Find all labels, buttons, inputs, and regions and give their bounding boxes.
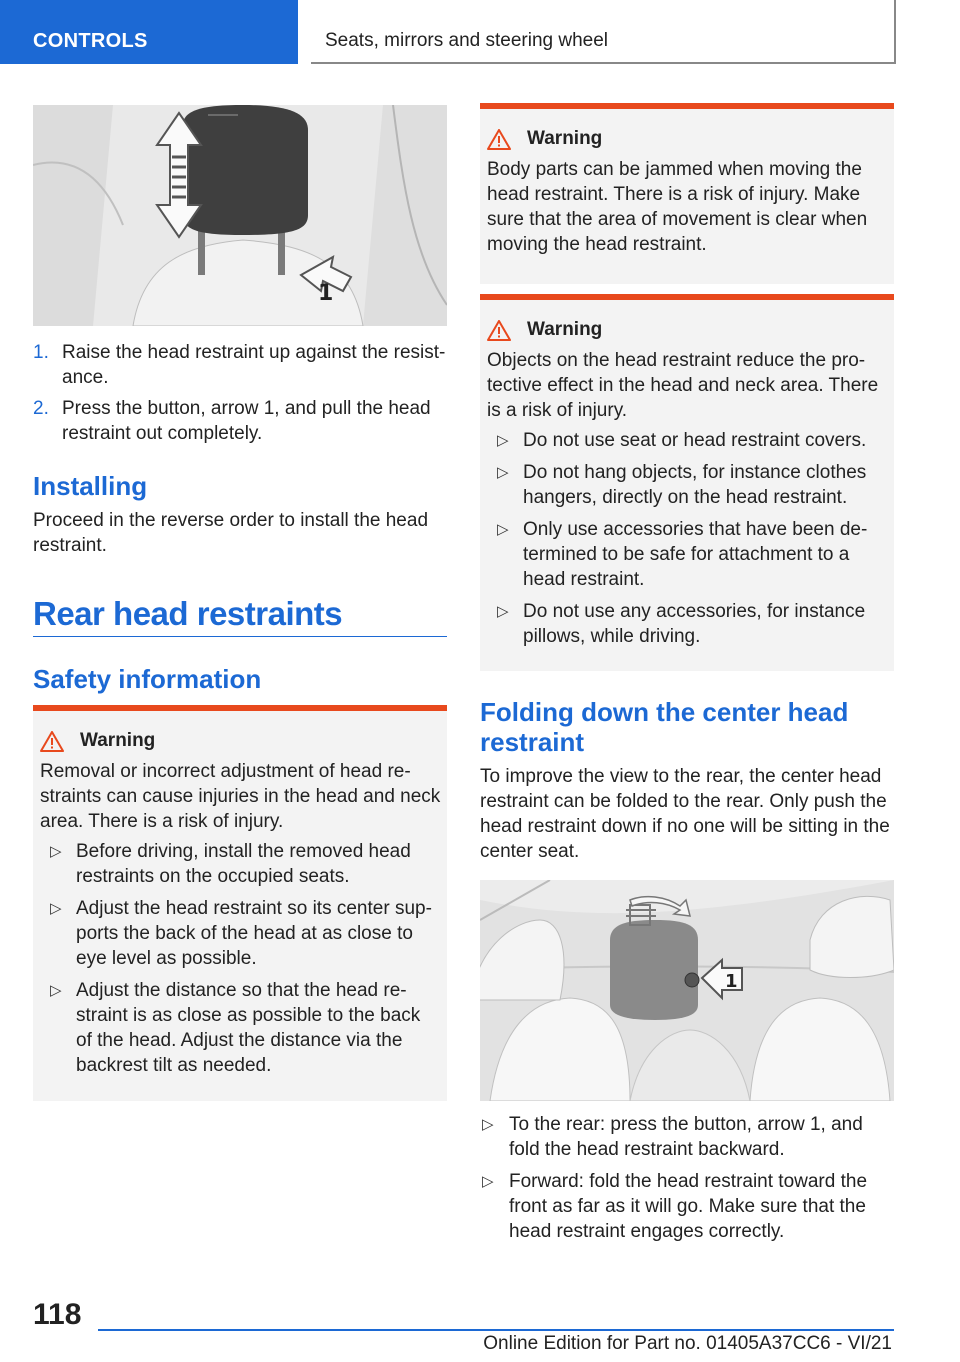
bullet-text: Adjust the head restraint so its center sup-ports the back of the head at as close to eye level as possible.	[76, 898, 432, 969]
warning-title: Warning	[527, 319, 603, 340]
list-item	[33, 340, 447, 390]
step-text: Raise the head restraint up against the resist- ance.	[62, 342, 446, 388]
list-item	[480, 1112, 894, 1162]
list-item	[40, 839, 441, 889]
figure2-callout: 1	[725, 971, 738, 992]
step-number: 1.	[33, 342, 49, 363]
bullet-triangle-icon: ▷	[50, 982, 62, 999]
bullet-triangle-icon: ▷	[497, 603, 509, 620]
bullet-triangle-icon: ▷	[497, 521, 509, 538]
bullet-text: Forward: fold the head restraint toward the front as far as it will go. Make sure that the head restraint engages correctly.	[509, 1171, 868, 1242]
safety-information-heading: Safety information	[33, 664, 262, 694]
headrest-illustration	[33, 105, 447, 326]
list-item	[480, 1169, 894, 1244]
page-number: 118	[33, 1298, 82, 1331]
warning-icon	[40, 731, 64, 752]
removal-steps-list	[33, 340, 447, 452]
bullet-text: Do not use any accessories, for instance pillows, while driving.	[523, 601, 866, 647]
header-chapter-tab	[311, 0, 896, 64]
header-section-tab	[0, 0, 298, 64]
bullet-triangle-icon: ▷	[497, 432, 509, 449]
list-item	[487, 460, 888, 510]
warning-icon	[487, 129, 511, 150]
bullet-text: Adjust the distance so that the head re-straint is as close as possible to the back of the head. Adjust the distance via the backrest tilt as needed.	[76, 980, 421, 1076]
warning-box-jamming	[480, 103, 894, 284]
list-item	[487, 599, 888, 649]
step-text: Press the button, arrow 1, and pull the head restraint out completely.	[62, 398, 431, 444]
figure1-callout: 1	[318, 281, 334, 306]
warning-title: Warning	[527, 128, 603, 149]
warning-icon	[487, 320, 511, 341]
folding-heading: Folding down the center head restraint	[480, 697, 849, 757]
bullet-text: Only use accessories that have been de-termined to be safe for attachment to a head restraint.	[523, 519, 868, 590]
bullet-triangle-icon: ▷	[482, 1116, 494, 1133]
warning-bullet-list	[487, 428, 888, 649]
bullet-triangle-icon: ▷	[50, 843, 62, 860]
list-item	[40, 978, 441, 1078]
bullet-triangle-icon: ▷	[482, 1173, 494, 1190]
bullet-text: Do not hang objects, for instance clothes hangers, directly on the head restraint.	[523, 462, 867, 508]
folding-text: To improve the view to the rear, the center head restraint can be folded to the rear. Only push the head restraint down if no one will be sitting in the center seat.	[480, 766, 890, 862]
footer-edition: Online Edition for Part no. 01405A37CC6 - VI/21	[483, 1333, 892, 1354]
center-headrest-illustration	[480, 880, 894, 1101]
bullet-text: To the rear: press the button, arrow 1, and fold the head restraint backward.	[509, 1114, 863, 1160]
warning-title: Warning	[80, 730, 156, 751]
list-item	[40, 896, 441, 971]
header-chapter-label: Seats, mirrors and steering wheel	[325, 30, 609, 51]
warning-text: Body parts can be jammed when moving the head restraint. There is a risk of injury. Make sure that the area of movement is clear when moving the head restraint.	[487, 159, 868, 255]
warning-box-left	[33, 705, 447, 1101]
figure-center-headrest	[480, 880, 894, 1101]
installing-text: Proceed in the reverse order to install the head restraint.	[33, 510, 429, 556]
rear-head-restraints-heading: Rear head restraints	[33, 595, 343, 632]
figure-headrest-removal	[33, 105, 447, 326]
bullet-text: Before driving, install the removed head restraints on the occupied seats.	[76, 841, 411, 887]
installing-heading: Installing	[33, 471, 148, 501]
folding-bullet-list	[480, 1112, 894, 1251]
footer-rule	[98, 1329, 894, 1331]
warning-box-objects	[480, 294, 894, 671]
list-item	[487, 428, 888, 453]
step-number: 2.	[33, 398, 49, 419]
warning-text: Removal or incorrect adjustment of head re-straints can cause injuries in the head and neck area. There is a risk of injury.	[40, 761, 441, 832]
list-item	[487, 517, 888, 592]
heading-rule	[33, 636, 447, 637]
list-item	[33, 396, 447, 446]
warning-bullet-list	[40, 839, 441, 1078]
bullet-triangle-icon: ▷	[497, 464, 509, 481]
header-section-label: CONTROLS	[33, 30, 148, 52]
bullet-text: Do not use seat or head restraint covers.	[523, 430, 867, 451]
warning-text: Objects on the head restraint reduce the pro-tective effect in the head and neck area. There is a risk of injury.	[487, 350, 879, 421]
bullet-triangle-icon: ▷	[50, 900, 62, 917]
